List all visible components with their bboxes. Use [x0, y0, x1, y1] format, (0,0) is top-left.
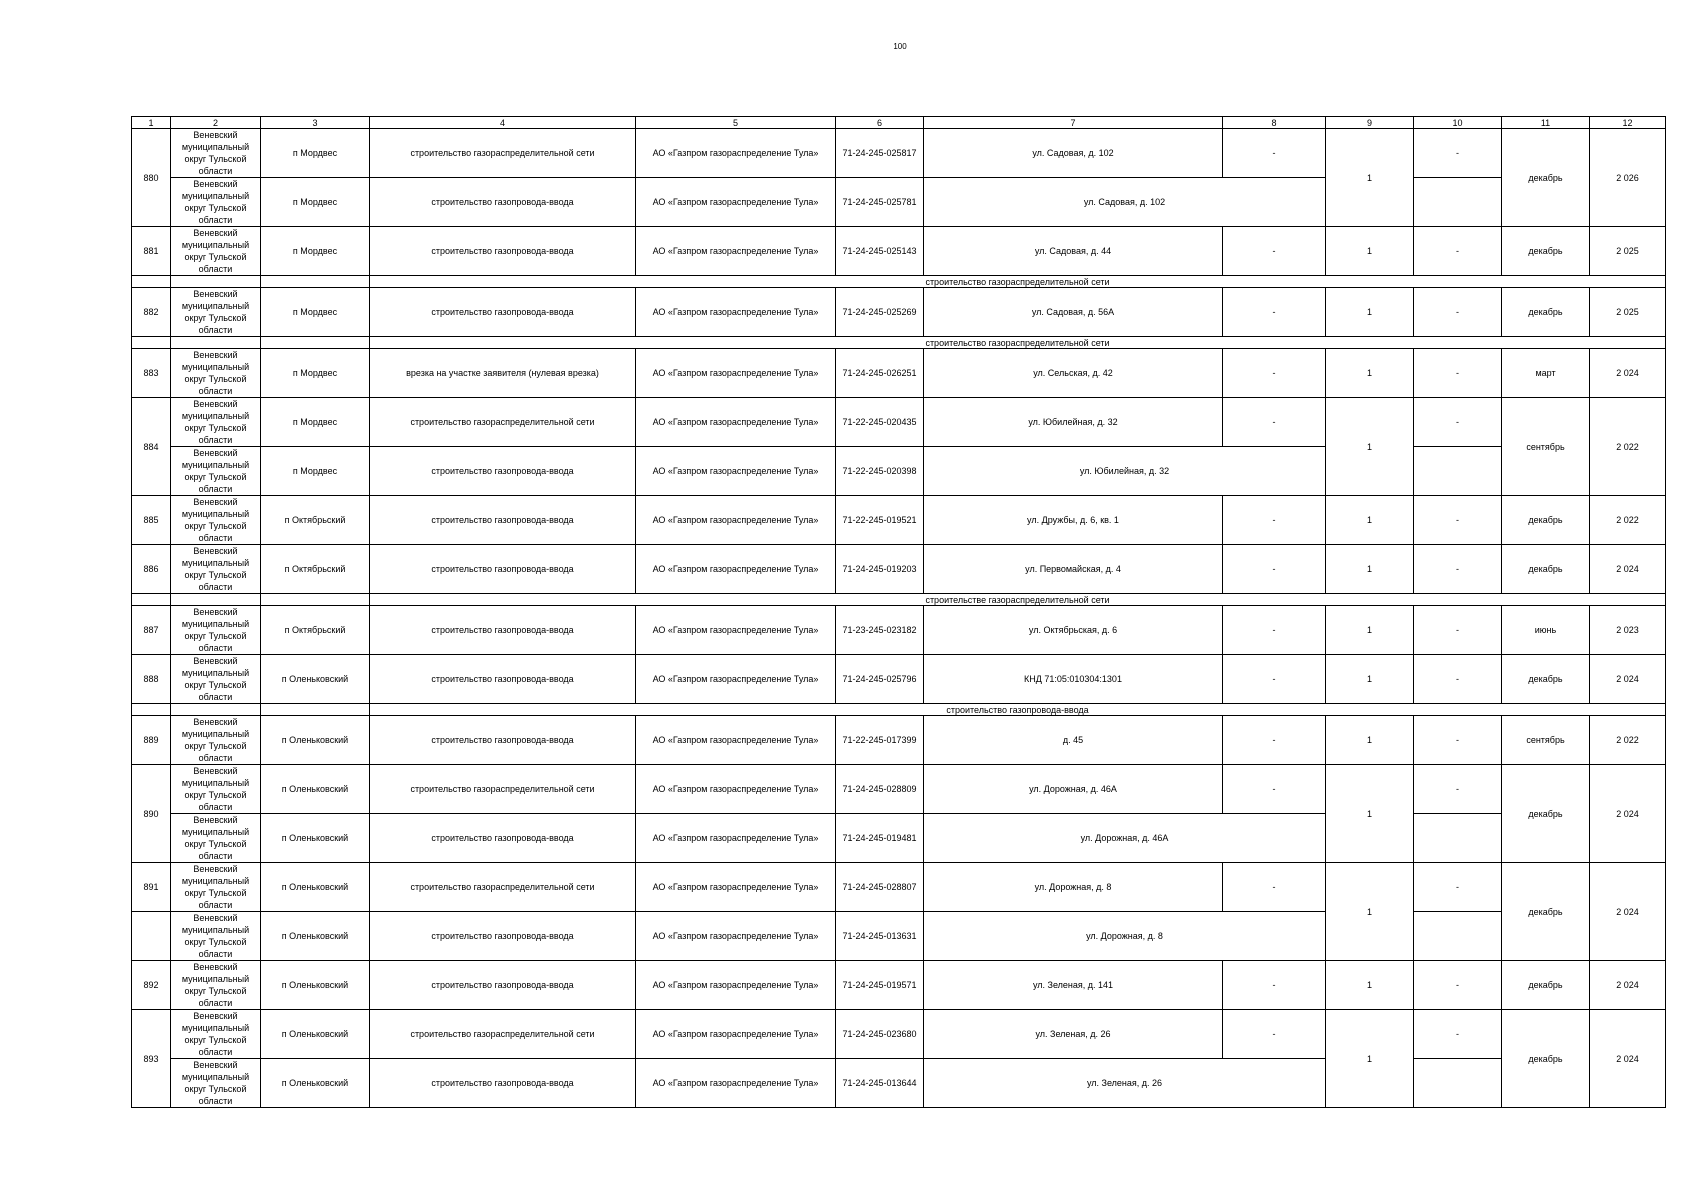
work-type: строительство газораспределительной сети: [370, 863, 636, 912]
column-10-value: -: [1414, 349, 1502, 398]
settlement: п Оленьковский: [261, 716, 370, 765]
year: 2 024: [1590, 1010, 1666, 1108]
table-row: [132, 227, 1666, 276]
object-code: 71-22-245-019521: [836, 496, 924, 545]
address: ул. Садовая, д. 56А: [924, 288, 1223, 337]
work-type: строительство газопровода-ввода: [370, 655, 636, 704]
column-10-value: -: [1414, 288, 1502, 337]
address: ул. Дружбы, д. 6, кв. 1: [924, 496, 1223, 545]
object-code: 71-24-245-013631: [836, 912, 924, 961]
column-8-value: -: [1223, 227, 1326, 276]
row-number: 890: [132, 765, 171, 863]
work-type: строительство газопровода-ввода: [370, 1059, 636, 1108]
month: декабрь: [1502, 863, 1590, 961]
municipality: Веневский муниципальный округ Тульской области: [171, 655, 261, 704]
object-code: 71-24-245-025817: [836, 129, 924, 178]
organization: АО «Газпром газораспределение Тула»: [636, 961, 836, 1010]
municipality: Веневский муниципальный округ Тульской области: [171, 227, 261, 276]
object-code: 71-22-245-020435: [836, 398, 924, 447]
row-number: 889: [132, 716, 171, 765]
municipality: Веневский муниципальный округ Тульской области: [171, 545, 261, 594]
municipality: Веневский муниципальный округ Тульской области: [171, 961, 261, 1010]
municipality: Веневский муниципальный округ Тульской области: [171, 716, 261, 765]
table-row: [132, 178, 1666, 227]
column-header: 11: [1502, 117, 1590, 129]
column-8-value: -: [1223, 961, 1326, 1010]
column-10-value: -: [1414, 716, 1502, 765]
year: 2 022: [1590, 398, 1666, 496]
header-row: [132, 117, 1666, 129]
object-code: 71-24-245-025269: [836, 288, 924, 337]
month: декабрь: [1502, 961, 1590, 1010]
row-number: 891: [132, 863, 171, 912]
organization: АО «Газпром газораспределение Тула»: [636, 447, 836, 496]
month: сентябрь: [1502, 398, 1590, 496]
address: ул. Зеленая, д. 141: [924, 961, 1223, 1010]
table-row: [132, 863, 1666, 912]
count: 1: [1326, 765, 1414, 863]
settlement: п Оленьковский: [261, 814, 370, 863]
organization: АО «Газпром газораспределение Тула»: [636, 349, 836, 398]
year: 2 024: [1590, 349, 1666, 398]
settlement: п Оленьковский: [261, 961, 370, 1010]
object-code: 71-23-245-023182: [836, 606, 924, 655]
column-header: 1: [132, 117, 171, 129]
object-code: 71-24-245-019571: [836, 961, 924, 1010]
column-header: 9: [1326, 117, 1414, 129]
work-type: строительство газораспределительной сети: [370, 1010, 636, 1059]
table-row: [132, 655, 1666, 704]
column-header: 3: [261, 117, 370, 129]
work-type: строительство газопровода-ввода: [370, 716, 636, 765]
count: 1: [1326, 496, 1414, 545]
settlement: п Мордвес: [261, 227, 370, 276]
organization: АО «Газпром газораспределение Тула»: [636, 227, 836, 276]
count: 1: [1326, 227, 1414, 276]
address: ул. Октябрьская, д. 6: [924, 606, 1223, 655]
empty-cell: [171, 594, 261, 606]
settlement: п Мордвес: [261, 447, 370, 496]
address: ул. Дорожная, д. 8: [924, 863, 1223, 912]
column-10-value: -: [1414, 496, 1502, 545]
organization: АО «Газпром газораспределение Тула»: [636, 178, 836, 227]
object-code: 71-24-245-025143: [836, 227, 924, 276]
organization: АО «Газпром газораспределение Тула»: [636, 129, 836, 178]
table-row: [132, 545, 1666, 594]
work-type: строительство газораспределительной сети: [370, 129, 636, 178]
year: 2 024: [1590, 961, 1666, 1010]
address: ул. Дорожная, д. 46А: [924, 765, 1223, 814]
organization: АО «Газпром газораспределение Тула»: [636, 606, 836, 655]
column-header: 8: [1223, 117, 1326, 129]
empty-cell: [171, 276, 261, 288]
column-8-value: -: [1223, 545, 1326, 594]
empty-cell: [171, 337, 261, 349]
settlement: п Мордвес: [261, 288, 370, 337]
object-code: 71-24-245-025781: [836, 178, 924, 227]
row-number: 893: [132, 1010, 171, 1108]
column-10-value: -: [1414, 765, 1502, 814]
column-10-value: -: [1414, 863, 1502, 912]
count: 1: [1326, 129, 1414, 227]
organization: АО «Газпром газораспределение Тула»: [636, 1059, 836, 1108]
year: 2 026: [1590, 129, 1666, 227]
municipality: Веневский муниципальный округ Тульской области: [171, 178, 261, 227]
organization: АО «Газпром газораспределение Тула»: [636, 545, 836, 594]
month: сентябрь: [1502, 716, 1590, 765]
organization: АО «Газпром газораспределение Тула»: [636, 655, 836, 704]
column-header: 4: [370, 117, 636, 129]
count: 1: [1326, 863, 1414, 961]
table-row: [132, 716, 1666, 765]
row-number: 880: [132, 129, 171, 227]
column-header: 6: [836, 117, 924, 129]
address: д. 45: [924, 716, 1223, 765]
column-10-value: -: [1414, 129, 1502, 178]
month: декабрь: [1502, 288, 1590, 337]
column-8-value: -: [1223, 496, 1326, 545]
column-10-value: -: [1414, 398, 1502, 447]
work-type: строительство газопровода-ввода: [370, 447, 636, 496]
empty-cell: [261, 337, 370, 349]
column-header: 10: [1414, 117, 1502, 129]
address: ул. Садовая, д. 102: [924, 178, 1326, 227]
row-number: 881: [132, 227, 171, 276]
object-code: 71-24-245-023680: [836, 1010, 924, 1059]
organization: АО «Газпром газораспределение Тула»: [636, 814, 836, 863]
count: 1: [1326, 716, 1414, 765]
empty-cell: [132, 337, 171, 349]
empty-cell: [261, 704, 370, 716]
column-8-value: -: [1223, 606, 1326, 655]
organization: АО «Газпром газораспределение Тула»: [636, 863, 836, 912]
column-header: 2: [171, 117, 261, 129]
empty-cell: [1414, 447, 1502, 496]
table-row: [132, 814, 1666, 863]
municipality: Веневский муниципальный округ Тульской области: [171, 447, 261, 496]
year: 2 025: [1590, 227, 1666, 276]
column-header: 5: [636, 117, 836, 129]
object-code: 71-24-245-028807: [836, 863, 924, 912]
row-number: 886: [132, 545, 171, 594]
year: 2 023: [1590, 606, 1666, 655]
row-number: 882: [132, 288, 171, 337]
section-note-row: [132, 337, 1666, 349]
work-type: строительство газораспределительной сети: [370, 398, 636, 447]
count: 1: [1326, 288, 1414, 337]
column-header: 7: [924, 117, 1223, 129]
year: 2 024: [1590, 545, 1666, 594]
table-row: [132, 447, 1666, 496]
row-number: 892: [132, 961, 171, 1010]
settlement: п Октябрьский: [261, 606, 370, 655]
section-note: строительство газопровода-ввода: [370, 704, 1666, 716]
month: декабрь: [1502, 227, 1590, 276]
count: 1: [1326, 545, 1414, 594]
table-row: [132, 349, 1666, 398]
section-note: строительство газораспределительной сети: [370, 276, 1666, 288]
year: 2 022: [1590, 716, 1666, 765]
organization: АО «Газпром газораспределение Тула»: [636, 398, 836, 447]
object-code: 71-22-245-020398: [836, 447, 924, 496]
column-10-value: -: [1414, 606, 1502, 655]
work-type: строительство газопровода-ввода: [370, 288, 636, 337]
municipality: Веневский муниципальный округ Тульской области: [171, 912, 261, 961]
empty-cell: [132, 594, 171, 606]
address: ул. Юбилейная, д. 32: [924, 447, 1326, 496]
column-10-value: -: [1414, 545, 1502, 594]
table-row: [132, 1010, 1666, 1059]
month: июнь: [1502, 606, 1590, 655]
month: март: [1502, 349, 1590, 398]
settlement: п Октябрьский: [261, 545, 370, 594]
year: 2 024: [1590, 765, 1666, 863]
month: декабрь: [1502, 765, 1590, 863]
settlement: п Мордвес: [261, 178, 370, 227]
empty-cell: [171, 704, 261, 716]
table-row: [132, 129, 1666, 178]
count: 1: [1326, 1010, 1414, 1108]
column-8-value: -: [1223, 129, 1326, 178]
table-row: [132, 398, 1666, 447]
table-row: [132, 606, 1666, 655]
column-10-value: -: [1414, 1010, 1502, 1059]
settlement: п Оленьковский: [261, 1010, 370, 1059]
schedule-table: [131, 116, 1666, 1108]
object-code: 71-24-245-013644: [836, 1059, 924, 1108]
section-note: строительство газораспределительной сети: [370, 337, 1666, 349]
empty-cell: [132, 912, 171, 961]
section-note: строительстве газораспределительной сети: [370, 594, 1666, 606]
empty-cell: [132, 704, 171, 716]
address: ул. Дорожная, д. 8: [924, 912, 1326, 961]
column-10-value: -: [1414, 227, 1502, 276]
address: ул. Садовая, д. 44: [924, 227, 1223, 276]
column-10-value: -: [1414, 961, 1502, 1010]
year: 2 025: [1590, 288, 1666, 337]
month: декабрь: [1502, 496, 1590, 545]
address: ул. Зеленая, д. 26: [924, 1010, 1223, 1059]
table-row: [132, 496, 1666, 545]
row-number: 887: [132, 606, 171, 655]
work-type: строительство газопровода-ввода: [370, 814, 636, 863]
empty-cell: [261, 594, 370, 606]
municipality: Веневский муниципальный округ Тульской области: [171, 349, 261, 398]
address: ул. Юбилейная, д. 32: [924, 398, 1223, 447]
column-8-value: -: [1223, 863, 1326, 912]
table-row: [132, 288, 1666, 337]
column-8-value: -: [1223, 398, 1326, 447]
work-type: строительство газопровода-ввода: [370, 227, 636, 276]
address: ул. Сельская, д. 42: [924, 349, 1223, 398]
column-header: 12: [1590, 117, 1666, 129]
work-type: строительство газопровода-ввода: [370, 961, 636, 1010]
address: ул. Первомайская, д. 4: [924, 545, 1223, 594]
work-type: строительство газопровода-ввода: [370, 178, 636, 227]
row-number: 885: [132, 496, 171, 545]
municipality: Веневский муниципальный округ Тульской области: [171, 1059, 261, 1108]
work-type: строительство газопровода-ввода: [370, 545, 636, 594]
column-8-value: -: [1223, 716, 1326, 765]
settlement: п Оленьковский: [261, 765, 370, 814]
object-code: 71-24-245-026251: [836, 349, 924, 398]
settlement: п Оленьковский: [261, 912, 370, 961]
empty-cell: [1414, 178, 1502, 227]
organization: АО «Газпром газораспределение Тула»: [636, 912, 836, 961]
row-number: 888: [132, 655, 171, 704]
count: 1: [1326, 655, 1414, 704]
address: ул. Дорожная, д. 46А: [924, 814, 1326, 863]
month: декабрь: [1502, 545, 1590, 594]
column-8-value: -: [1223, 288, 1326, 337]
section-note-row: [132, 276, 1666, 288]
work-type: строительство газопровода-ввода: [370, 496, 636, 545]
month: декабрь: [1502, 129, 1590, 227]
row-number: 884: [132, 398, 171, 496]
object-code: 71-24-245-025796: [836, 655, 924, 704]
organization: АО «Газпром газораспределение Тула»: [636, 765, 836, 814]
organization: АО «Газпром газораспределение Тула»: [636, 496, 836, 545]
column-8-value: -: [1223, 1010, 1326, 1059]
municipality: Веневский муниципальный округ Тульской области: [171, 496, 261, 545]
year: 2 022: [1590, 496, 1666, 545]
table-row: [132, 1059, 1666, 1108]
column-8-value: -: [1223, 655, 1326, 704]
settlement: п Мордвес: [261, 349, 370, 398]
column-10-value: -: [1414, 655, 1502, 704]
object-code: 71-24-245-019203: [836, 545, 924, 594]
column-8-value: -: [1223, 349, 1326, 398]
municipality: Веневский муниципальный округ Тульской области: [171, 863, 261, 912]
organization: АО «Газпром газораспределение Тула»: [636, 288, 836, 337]
municipality: Веневский муниципальный округ Тульской области: [171, 129, 261, 178]
section-note-row: [132, 704, 1666, 716]
municipality: Веневский муниципальный округ Тульской области: [171, 398, 261, 447]
table-row: [132, 912, 1666, 961]
count: 1: [1326, 349, 1414, 398]
municipality: Веневский муниципальный округ Тульской области: [171, 814, 261, 863]
organization: АО «Газпром газораспределение Тула»: [636, 716, 836, 765]
row-number: 883: [132, 349, 171, 398]
settlement: п Октябрьский: [261, 496, 370, 545]
organization: АО «Газпром газораспределение Тула»: [636, 1010, 836, 1059]
empty-cell: [132, 276, 171, 288]
address: ул. Зеленая, д. 26: [924, 1059, 1326, 1108]
empty-cell: [261, 276, 370, 288]
page-number: 100: [893, 42, 907, 51]
work-type: врезка на участке заявителя (нулевая врезка): [370, 349, 636, 398]
count: 1: [1326, 398, 1414, 496]
address: ул. Садовая, д. 102: [924, 129, 1223, 178]
year: 2 024: [1590, 863, 1666, 961]
municipality: Веневский муниципальный округ Тульской области: [171, 288, 261, 337]
table-row: [132, 961, 1666, 1010]
settlement: п Оленьковский: [261, 863, 370, 912]
work-type: строительство газопровода-ввода: [370, 912, 636, 961]
year: 2 024: [1590, 655, 1666, 704]
section-note-row: [132, 594, 1666, 606]
table-row: [132, 765, 1666, 814]
settlement: п Мордвес: [261, 398, 370, 447]
work-type: строительство газораспределительной сети: [370, 765, 636, 814]
object-code: 71-22-245-017399: [836, 716, 924, 765]
settlement: п Мордвес: [261, 129, 370, 178]
municipality: Веневский муниципальный округ Тульской области: [171, 765, 261, 814]
empty-cell: [1414, 1059, 1502, 1108]
empty-cell: [1414, 814, 1502, 863]
work-type: строительство газопровода-ввода: [370, 606, 636, 655]
settlement: п Оленьковский: [261, 1059, 370, 1108]
object-code: 71-24-245-019481: [836, 814, 924, 863]
count: 1: [1326, 961, 1414, 1010]
municipality: Веневский муниципальный округ Тульской области: [171, 606, 261, 655]
settlement: п Оленьковский: [261, 655, 370, 704]
month: декабрь: [1502, 1010, 1590, 1108]
municipality: Веневский муниципальный округ Тульской области: [171, 1010, 261, 1059]
column-8-value: -: [1223, 765, 1326, 814]
count: 1: [1326, 606, 1414, 655]
address: КНД 71:05:010304:1301: [924, 655, 1223, 704]
month: декабрь: [1502, 655, 1590, 704]
object-code: 71-24-245-028809: [836, 765, 924, 814]
empty-cell: [1414, 912, 1502, 961]
